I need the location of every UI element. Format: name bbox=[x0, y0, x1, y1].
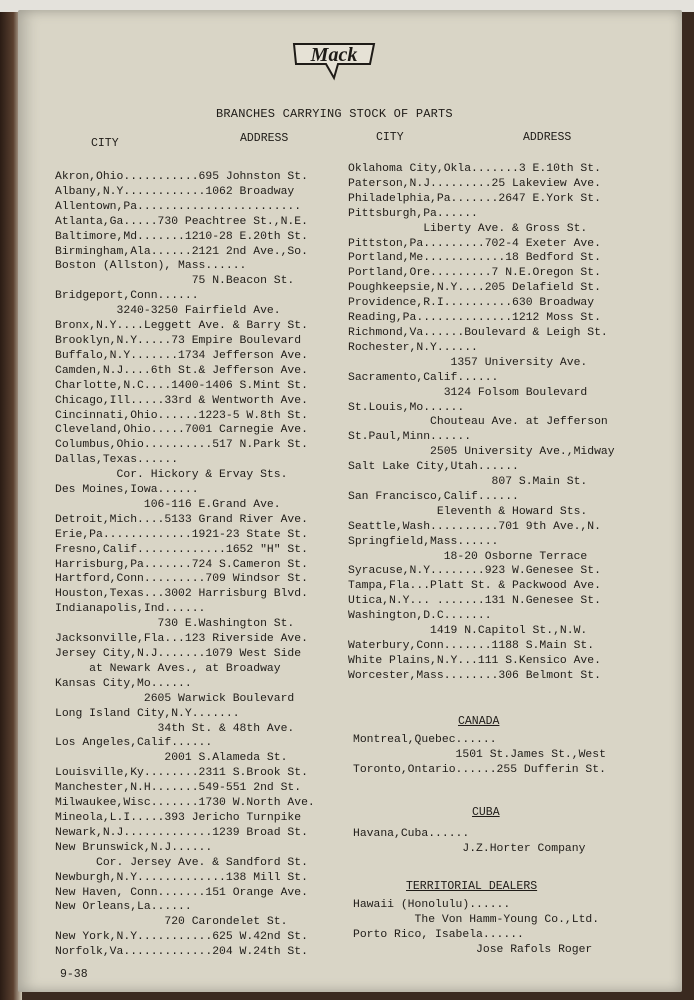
listing-line: Bridgeport,Conn...... bbox=[55, 290, 199, 303]
listing-line: 1419 N.Capitol St.,N.W. bbox=[348, 625, 588, 638]
listing-line: Providence,R.I..........630 Broadway bbox=[348, 297, 595, 310]
listing-line: 2001 S.Alameda St. bbox=[55, 752, 288, 765]
listing-line: Norfolk,Va.............204 W.24th St. bbox=[55, 946, 308, 959]
listing-line: Portland,Ore.........7 N.E.Oregon St. bbox=[348, 267, 601, 280]
listing-line: Indianapolis,Ind...... bbox=[55, 603, 206, 616]
listing-line: New Haven, Conn.......151 Orange Ave. bbox=[55, 886, 308, 899]
listing-line: 1501 St.James St.,West bbox=[353, 748, 606, 761]
listing-line: Paterson,N.J.........25 Lakeview Ave. bbox=[348, 177, 601, 190]
listing-line: 1357 University Ave. bbox=[348, 356, 588, 369]
listing-line: Washington,D.C....... bbox=[348, 610, 492, 623]
listing-line: Toronto,Ontario......255 Dufferin St. bbox=[353, 763, 606, 776]
listing-line: Buffalo,N.Y.......1734 Jefferson Ave. bbox=[55, 349, 308, 362]
listing-line: Columbus,Ohio..........517 N.Park St. bbox=[55, 439, 308, 452]
listing-line: Louisville,Ky........2311 S.Brook St. bbox=[55, 767, 308, 780]
listing-line: Mineola,L.I.....393 Jericho Turnpike bbox=[55, 811, 302, 824]
left-address-heading: ADDRESS bbox=[240, 132, 289, 145]
listing-line: Des Moines,Iowa...... bbox=[55, 484, 199, 497]
listing-line: San Francisco,Calif...... bbox=[348, 490, 519, 503]
listing-line: Montreal,Quebec...... bbox=[353, 734, 497, 746]
listing-line: Newark,N.J.............1239 Broad St. bbox=[55, 826, 308, 839]
listing-line: Springfield,Mass...... bbox=[348, 535, 499, 548]
listing-line: Pittston,Pa.........702-4 Exeter Ave. bbox=[348, 237, 601, 250]
mack-logo bbox=[286, 34, 382, 86]
listing-line: 18-20 Osborne Terrace bbox=[348, 550, 588, 563]
listing-line: Allentown,Pa........................ bbox=[55, 200, 302, 213]
listing-line: Birmingham,Ala......2121 2nd Ave.,So. bbox=[55, 245, 308, 258]
listing-line: Brooklyn,N.Y.....73 Empire Boulevard bbox=[55, 334, 302, 347]
listing-line: Cor. Hickory & Ervay Sts. bbox=[55, 469, 288, 482]
listing-line: 106-116 E.Grand Ave. bbox=[55, 498, 281, 511]
listing-line: Eleventh & Howard Sts. bbox=[348, 505, 588, 518]
right-address-heading: ADDRESS bbox=[523, 131, 572, 144]
listing-line: Richmond,Va......Boulevard & Leigh St. bbox=[348, 326, 608, 339]
listing-line: Jersey City,N.J.......1079 West Side bbox=[55, 648, 302, 660]
listing-line: Liberty Ave. & Gross St. bbox=[348, 222, 588, 235]
listing-line: White Plains,N.Y...111 S.Kensico Ave. bbox=[348, 654, 601, 667]
listing-line: Camden,N.J....6th St.& Jefferson Ave. bbox=[55, 364, 308, 377]
listing-line: Jacksonville,Fla...123 Riverside Ave. bbox=[55, 633, 308, 646]
cuba-heading: CUBA bbox=[472, 806, 500, 819]
listing-line: Detroit,Mich....5133 Grand River Ave. bbox=[55, 513, 308, 526]
listing-line: Utica,N.Y... .......131 N.Genesee St. bbox=[348, 595, 601, 608]
listing-line: Charlotte,N.C....1400-1406 S.Mint St. bbox=[55, 379, 308, 392]
listing-line: 730 E.Washington St. bbox=[55, 618, 295, 631]
listing-line: Manchester,N.H.......549-551 2nd St. bbox=[55, 782, 302, 795]
listing-line: New Brunswick,N.J...... bbox=[55, 841, 213, 854]
listing-line: Reading,Pa..............1212 Moss St. bbox=[348, 312, 601, 325]
listing-line: Chicago,Ill.....33rd & Wentworth Ave. bbox=[55, 394, 308, 407]
listing-line: Cincinnati,Ohio......1223-5 W.8th St. bbox=[55, 409, 308, 422]
listing-line: Pittsburgh,Pa...... bbox=[348, 207, 478, 220]
document-page bbox=[18, 10, 682, 992]
listing-line: Harrisburg,Pa.......724 S.Cameron St. bbox=[55, 558, 308, 571]
listing-line: 75 N.Beacon St. bbox=[55, 275, 295, 288]
listing-line: Sacramento,Calif...... bbox=[348, 371, 499, 384]
listing-line: Salt Lake City,Utah...... bbox=[348, 461, 519, 474]
listing-line: 2605 Warwick Boulevard bbox=[55, 692, 295, 705]
listing-line: Erie,Pa.............1921-23 State St. bbox=[55, 528, 308, 541]
listing-line: Seattle,Wash..........701 9th Ave.,N. bbox=[348, 520, 601, 533]
canada-listing bbox=[353, 733, 606, 778]
listing-line: Chouteau Ave. at Jefferson bbox=[348, 416, 608, 429]
listing-line: at Newark Aves., at Broadway bbox=[55, 662, 281, 675]
listing-line: Havana,Cuba...... bbox=[353, 828, 470, 840]
listing-line: St.Louis,Mo...... bbox=[348, 401, 465, 414]
listing-line: Porto Rico, Isabela...... bbox=[353, 928, 524, 941]
cuba-listing bbox=[353, 827, 585, 857]
listing-line: New Orleans,La...... bbox=[55, 901, 192, 914]
right-column-listing bbox=[348, 162, 615, 684]
territorial-dealers-listing bbox=[353, 898, 599, 958]
page-title: BRANCHES CARRYING STOCK OF PARTS bbox=[216, 107, 453, 121]
listing-line: J.Z.Horter Company bbox=[353, 842, 586, 855]
listing-line: Newburgh,N.Y.............138 Mill St. bbox=[55, 871, 308, 884]
listing-line: St.Paul,Minn...... bbox=[348, 431, 472, 444]
listing-line: 2505 University Ave.,Midway bbox=[348, 446, 615, 459]
listing-line: 34th St. & 48th Ave. bbox=[55, 722, 295, 735]
listing-line: Jose Rafols Roger bbox=[353, 943, 593, 956]
listing-line: Dallas,Texas...... bbox=[55, 454, 179, 467]
listing-line: Oklahoma City,Okla.......3 E.10th St. bbox=[348, 163, 601, 175]
logo-text: Mack bbox=[310, 44, 358, 66]
listing-line: Baltimore,Md.......1210-28 E.20th St. bbox=[55, 230, 308, 243]
listing-line: The Von Hamm-Young Co.,Ltd. bbox=[353, 913, 600, 926]
listing-line: Portland,Me............18 Bedford St. bbox=[348, 252, 601, 265]
listing-line: Milwaukee,Wisc.......1730 W.North Ave. bbox=[55, 797, 315, 810]
listing-line: Rochester,N.Y...... bbox=[348, 341, 478, 354]
listing-line: Bronx,N.Y....Leggett Ave. & Barry St. bbox=[55, 320, 308, 333]
listing-line: Long Island City,N.Y....... bbox=[55, 707, 240, 720]
listing-line: 720 Carondelet St. bbox=[55, 916, 288, 929]
listing-line: 807 S.Main St. bbox=[348, 476, 588, 489]
listing-line: New York,N.Y...........625 W.42nd St. bbox=[55, 931, 308, 944]
left-column-listing bbox=[55, 170, 315, 960]
listing-line: Los Angeles,Calif...... bbox=[55, 737, 213, 750]
listing-line: Akron,Ohio...........695 Johnston St. bbox=[55, 171, 308, 183]
canada-heading: CANADA bbox=[458, 715, 500, 728]
listing-line: 3240-3250 Fairfield Ave. bbox=[55, 305, 281, 318]
listing-line: 3124 Folsom Boulevard bbox=[348, 386, 588, 399]
listing-line: Atlanta,Ga.....730 Peachtree St.,N.E. bbox=[55, 215, 308, 228]
listing-line: Cor. Jersey Ave. & Sandford St. bbox=[55, 856, 308, 869]
listing-line: Syracuse,N.Y........923 W.Genesee St. bbox=[348, 565, 601, 578]
listing-line: Cleveland,Ohio.....7001 Carnegie Ave. bbox=[55, 424, 308, 437]
listing-line: Houston,Texas...3002 Harrisburg Blvd. bbox=[55, 588, 308, 601]
left-city-heading: CITY bbox=[91, 137, 119, 150]
listing-line: Boston (Allston), Mass...... bbox=[55, 260, 247, 273]
listing-line: Hartford,Conn.........709 Windsor St. bbox=[55, 573, 308, 586]
territorial-dealers-heading: TERRITORIAL DEALERS bbox=[406, 880, 538, 893]
listing-line: Tampa,Fla...Platt St. & Packwood Ave. bbox=[348, 580, 601, 593]
listing-line: Philadelphia,Pa.......2647 E.York St. bbox=[348, 192, 601, 205]
listing-line: Albany,N.Y............1062 Broadway bbox=[55, 185, 295, 198]
right-city-heading: CITY bbox=[376, 131, 404, 144]
listing-line: Waterbury,Conn.......1188 S.Main St. bbox=[348, 640, 595, 652]
listing-line: Fresno,Calif.............1652 "H" St. bbox=[55, 543, 308, 556]
listing-line: Poughkeepsie,N.Y....205 Delafield St. bbox=[348, 282, 601, 295]
listing-line: Hawaii (Honolulu)...... bbox=[353, 899, 511, 911]
listing-line: Worcester,Mass........306 Belmont St. bbox=[348, 669, 601, 682]
listing-line: Kansas City,Mo...... bbox=[55, 677, 192, 690]
page-code: 9-38 bbox=[60, 968, 88, 981]
